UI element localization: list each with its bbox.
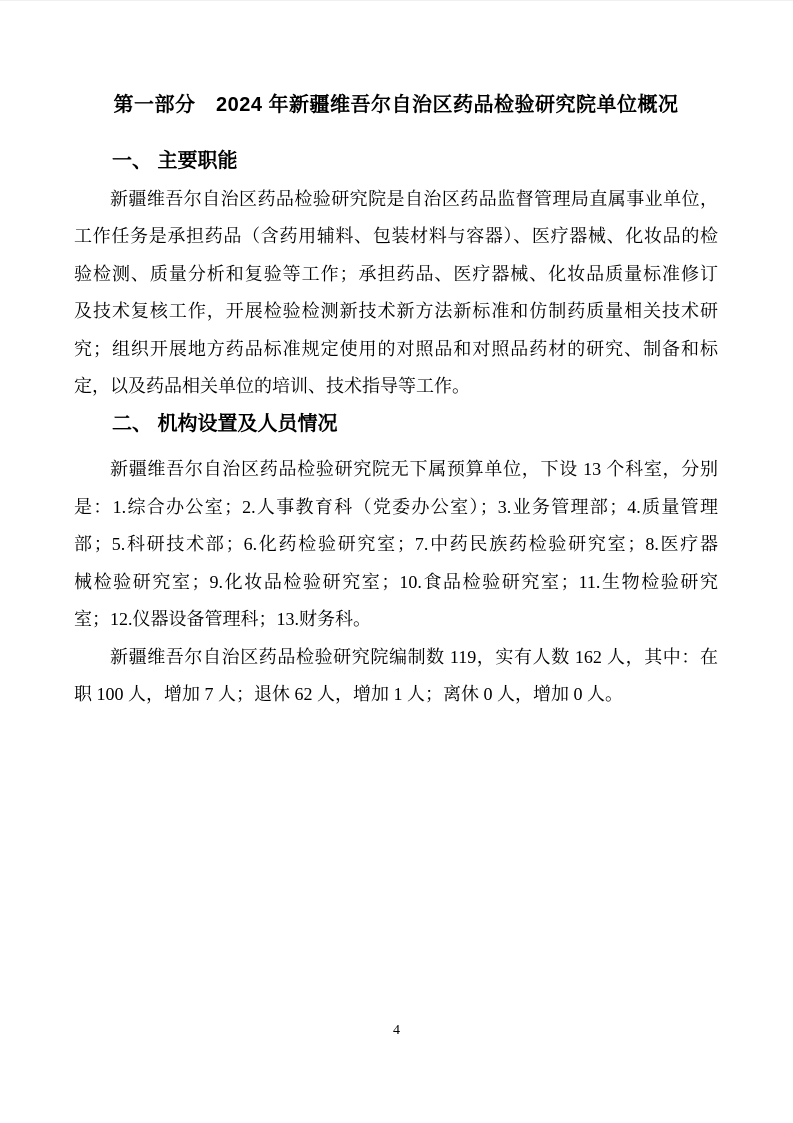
document-content [74,1,718,714]
paragraph-line: 职 100 人，增加 7 人；退休 62 人，增加 1 人；离休 0 人，增加 0 人。 [74,684,623,704]
section-heading: 一、 主要职能 [112,150,238,172]
document-section [74,406,718,714]
paragraph [74,181,718,406]
document-title: 第一部分 2024 年新疆维吾尔自治区药品检验研究院单位概况 [113,94,679,116]
paragraph [74,451,718,639]
paragraph-line: 新疆维吾尔自治区药品检验研究院编制数 119，实有人数 162 人，其中：在 [110,646,718,667]
paragraph-line: 验检测、质量分析和复验等工作；承担药品、医疗器械、化妆品质量标准修订 [74,263,718,284]
page-number: 4 [393,1023,400,1038]
paragraph-line: 部；5.科研技术部；6.化药检验研究室；7.中药民族药检验研究室；8.医疗器 [74,534,718,554]
document-section [74,143,718,406]
paragraph-line: 新疆维吾尔自治区药品检验研究院无下属预算单位，下设 13 个科室，分别 [110,459,718,479]
paragraph-line: 械检验研究室；9.化妆品检验研究室；10.食品检验研究室；11.生物检验研究 [74,571,718,592]
paragraph-line: 工作任务是承担药品（含药用辅料、包装材料与容器）、医疗器械、化妆品的检 [74,226,718,246]
section-heading: 二、 机构设置及人员情况 [112,412,338,435]
document-sections [74,143,718,714]
paragraph [74,639,718,714]
paragraph-line: 究；组织开展地方药品标准规定使用的对照品和对照品药材的研究、制备和标 [74,338,718,359]
paragraph-line: 室；12.仪器设备管理科；13.财务科。 [74,609,371,629]
paragraph-line: 新疆维吾尔自治区药品检验研究院是自治区药品监督管理局直属事业单位， [110,188,718,209]
paragraph-line: 及技术复核工作，开展检验检测新技术新方法新标准和仿制药质量相关技术研 [74,301,718,321]
paragraph-line: 定，以及药品相关单位的培训、技术指导等工作。 [74,376,470,396]
paragraph-line: 是：1.综合办公室；2.人事教育科（党委办公室）；3.业务管理部；4.质量管理 [74,496,718,517]
